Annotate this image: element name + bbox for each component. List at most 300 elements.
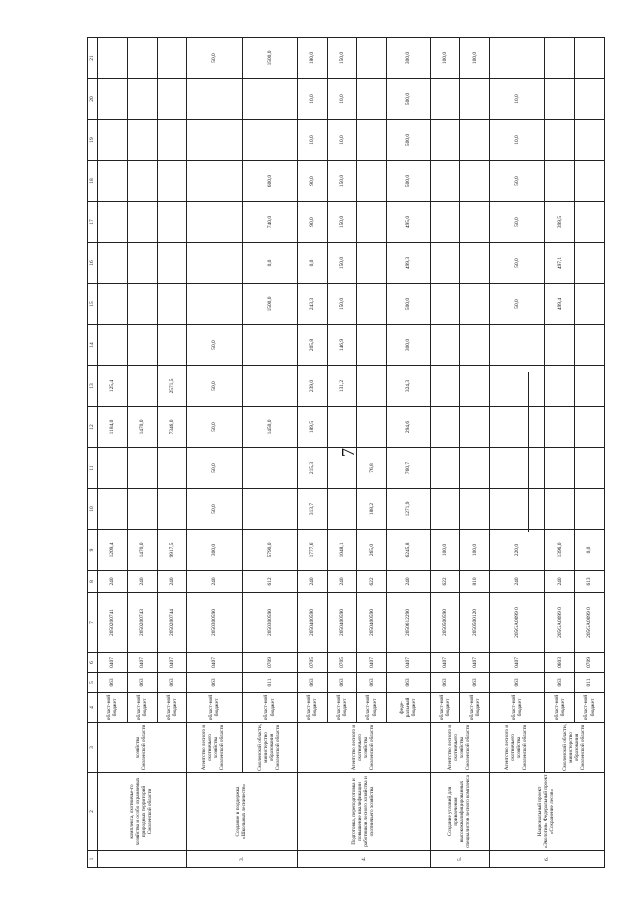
table-cell: 10,0 [297,79,327,120]
table-cell [127,79,157,120]
table-cell: 9917,5 [157,530,187,571]
table-cell: 399,5 [545,202,575,243]
table-cell: област-ной бюджет [545,693,575,723]
table-cell: Смоленской области, министерство образования Смоленской области [242,723,297,773]
table-cell: 2050200744 [157,593,187,653]
table-cell [460,161,490,202]
header-cell: 10 [88,489,98,530]
table-cell: 0407 [387,653,431,673]
table-cell: област-ной бюджет [327,693,357,723]
table-cell: 612 [242,571,297,593]
table-cell: 6. [490,851,605,868]
table-cell [545,489,575,530]
table-cell [157,161,187,202]
header-cell: 14 [88,325,98,366]
header-row [88,38,98,868]
table-cell: 011 [242,673,297,693]
table-cell [460,120,490,161]
table-cell [490,366,545,407]
table-cell [98,38,128,79]
rotated-table-wrapper [87,48,605,868]
table-cell [460,325,490,366]
table-cell: област-ной бюджет [98,693,128,723]
table-cell [460,489,490,530]
table-cell: 50,0 [490,284,545,325]
table-cell: 500,0 [387,161,431,202]
table-cell: 063 [357,673,387,693]
table-cell: 205,8 [297,325,327,366]
header-cell: 5 [88,673,98,693]
table-cell: 50,0 [187,38,242,79]
table-cell: 063 [545,673,575,693]
table-cell [187,120,242,161]
table-cell [575,407,605,448]
table-cell [575,243,605,284]
header-cell: 16 [88,243,98,284]
table-cell: 5790,0 [242,530,297,571]
table-cell [127,325,157,366]
table-cell: 240 [387,571,431,593]
table-cell: 50,0 [187,448,242,489]
table-cell [460,202,490,243]
table-cell: 50,0 [490,243,545,284]
table-cell [575,202,605,243]
table-cell: 205GA0099 0 [575,593,605,653]
table-cell [157,243,187,284]
table-cell: 613 [575,571,605,593]
table-cell [575,161,605,202]
table-cell [490,38,545,79]
table-cell: 150,0 [327,161,357,202]
table-cell: 810 [460,571,490,593]
table-cell: 063 [327,673,357,693]
header-cell: 2 [88,773,98,851]
table-cell [430,120,460,161]
table-cell: 2050400590 [357,593,387,653]
table-cell: 240 [545,571,575,593]
table-cell: 3. [187,851,297,868]
table-cell: 240 [98,571,128,593]
table-cell: 0407 [357,653,387,673]
table-cell [127,120,157,161]
table-cell [430,325,460,366]
table-cell: 063 [297,673,327,693]
table-cell [460,448,490,489]
table-cell: 215,3 [297,448,327,489]
table-cell [490,407,545,448]
header-cell: 6 [88,653,98,673]
table-cell: 0407 [460,653,490,673]
table-cell: 6245,8 [387,530,431,571]
table-cell: Создание и поддержка «Школьных лесничеств» [187,773,297,851]
table-cell: 189,5 [297,407,327,448]
table-cell [430,243,460,284]
table-cell [98,120,128,161]
table-cell [575,79,605,120]
table-cell: област-ной бюджет [430,693,460,723]
table-cell [430,448,460,489]
table-cell [460,79,490,120]
table-row [187,38,242,868]
table-cell: 2050500590 [430,593,460,653]
table-cell [98,284,128,325]
header-cell: 9 [88,530,98,571]
header-cell: 21 [88,38,98,79]
table-cell: 063 [187,673,242,693]
table-cell [357,120,387,161]
table-cell: 324,3 [387,366,431,407]
table-cell [490,489,545,530]
table-cell: 50,0 [187,366,242,407]
table-row [430,38,460,868]
table-cell [327,448,357,489]
table-cell [242,79,297,120]
table-cell: 10,0 [490,79,545,120]
table-cell [357,366,387,407]
table-cell: област-ной бюджет [297,693,327,723]
table-cell: 063 [387,673,431,693]
table-cell: 313,7 [297,489,327,530]
table-cell: феде-ральный бюджет [387,693,431,723]
table-row [490,38,545,868]
table-cell: 50,0 [490,161,545,202]
table-cell: област-ной бюджет [460,693,490,723]
table-cell: област-ной бюджет [357,693,387,723]
table-cell: 180,0 [297,38,327,79]
table-row [545,38,575,868]
table-cell: 240 [297,571,327,593]
table-cell [545,407,575,448]
table-cell [430,161,460,202]
table-cell: 131,2 [327,366,357,407]
table-cell [490,325,545,366]
budget-table [87,37,605,868]
table-cell [490,448,545,489]
table-cell [127,448,157,489]
header-cell: 19 [88,120,98,161]
table-cell: Смоленской области, министерство образования Смоленской области [545,723,605,773]
table-cell [157,120,187,161]
header-cell: 1 [88,851,98,868]
table-cell: 622 [430,571,460,593]
table-cell: 2050200743 [127,593,157,653]
table-cell: 146,9 [327,325,357,366]
table-cell [545,38,575,79]
table-cell: 0705 [297,653,327,673]
table-cell: 0709 [242,653,297,673]
header-cell: 20 [88,79,98,120]
table-cell: 497,1 [545,243,575,284]
table-cell [127,161,157,202]
table-cell: 50,0 [187,489,242,530]
header-cell: 4 [88,693,98,723]
table-cell: 2050400590 [297,593,327,653]
table-cell [357,38,387,79]
table-cell [242,120,297,161]
table-cell [430,407,460,448]
table-cell: 300,0 [187,530,242,571]
table-cell: 2050500120 [460,593,490,653]
table-cell: 240 [187,571,242,593]
table-cell [357,325,387,366]
table-cell: 100,0 [460,38,490,79]
table-cell [127,243,157,284]
table-cell: 500,0 [387,79,431,120]
table-cell: област-ной бюджет [242,693,297,723]
table-cell: Создание условий для привлечения высококвалифицированных специалистов лесного комплекса [430,773,490,851]
table-cell [575,38,605,79]
table-cell: 240 [490,571,545,593]
table-cell: 1470,0 [127,407,157,448]
table-cell: 500,0 [387,120,431,161]
table-cell [430,79,460,120]
table-cell: 150,0 [327,284,357,325]
table-cell [242,489,297,530]
table-cell [98,448,128,489]
table-cell: Подготовка, переподготовка и повышение квалификации работников лесного хозяйства и охотничьего хозяйства [297,773,430,851]
table-cell [242,366,297,407]
table-cell: област-ной бюджет [187,693,242,723]
table-cell: 740,0 [242,202,297,243]
table-cell: 188,2 [357,489,387,530]
table-cell: 239,0 [297,366,327,407]
table-cell: 2050300590 [187,593,242,653]
table-cell: 100,0 [430,530,460,571]
table-cell: 2050200741 [98,593,128,653]
table-cell: 294,6 [387,407,431,448]
table-cell [157,325,187,366]
table-cell: 0407 [127,653,157,673]
table-cell: 265,0 [357,530,387,571]
table-cell: 0,0 [297,243,327,284]
table-cell: Агентство лесного и охотничьего хозяйства Смоленской области [430,723,490,773]
table-cell: 100,0 [430,38,460,79]
table-cell: област-ной бюджет [490,693,545,723]
table-cell [575,325,605,366]
table-cell [98,202,128,243]
table-cell [98,489,128,530]
table-cell [575,489,605,530]
table-row [297,38,327,868]
header-cell: 7 [88,593,98,653]
table-cell [460,284,490,325]
table-row [98,38,128,868]
table-cell: 76,8 [357,448,387,489]
table-cell [98,79,128,120]
table-cell [430,202,460,243]
table-cell [545,448,575,489]
header-cell: 15 [88,284,98,325]
header-cell: 17 [88,202,98,243]
table-cell: 1184,0 [98,407,128,448]
table-cell [575,120,605,161]
table-cell [545,120,575,161]
table-cell [545,366,575,407]
table-cell: 205GA0099 0 [545,593,575,653]
table-cell [430,284,460,325]
table-cell [575,448,605,489]
table-cell: 10,0 [490,120,545,161]
table-cell [127,284,157,325]
table-cell: 0407 [98,653,128,673]
table-cell: 1500,0 [242,284,297,325]
table-cell: 150,0 [327,38,357,79]
table-row [242,38,297,868]
table-cell [127,38,157,79]
table-cell: Агентство лесного и охотничьего хозяйства Смоленской области [297,723,430,773]
table-cell: 0603 [545,653,575,673]
table-cell: 1777,6 [297,530,327,571]
table-cell: 2571,5 [157,366,187,407]
table-cell [357,161,387,202]
table-cell: Агентство лесного и охотничьего хозяйства Смоленской области [187,723,242,773]
header-cell: 12 [88,407,98,448]
table-cell [187,284,242,325]
table-cell [357,79,387,120]
table-cell: 0,0 [242,243,297,284]
table-cell: 495,0 [387,202,431,243]
header-cell: 13 [88,366,98,407]
table-cell: 125,4 [98,366,128,407]
table-cell: 90,0 [297,161,327,202]
table-cell: област-ной бюджет [575,693,605,723]
table-cell: 1209,4 [98,530,128,571]
table-cell: 0407 [490,653,545,673]
table-cell: 300,0 [387,38,431,79]
table-cell [157,448,187,489]
table-cell [98,325,128,366]
table-cell [127,366,157,407]
table-cell: 240 [327,571,357,593]
table-cell [575,366,605,407]
table-cell: 4. [297,851,430,868]
table-cell: 011 [575,673,605,693]
table-cell: 243,3 [297,284,327,325]
table-cell [242,448,297,489]
table-cell: Национальный проект «Экология» Федеральный проект «Сохранение лесов» [490,773,605,851]
table-cell [157,38,187,79]
table-cell: 220,0 [490,530,545,571]
table-cell [430,366,460,407]
table-cell: 50,0 [490,202,545,243]
table-cell: област-ной бюджет [157,693,187,723]
table-cell: 2050300590 [242,593,297,653]
table-cell: 600,0 [242,161,297,202]
table-cell: 1450,0 [242,407,297,448]
table-cell [98,243,128,284]
page-number: 7 [337,447,358,457]
table-cell [460,366,490,407]
table-cell: 063 [430,673,460,693]
table-cell [327,407,357,448]
header-cell: 18 [88,161,98,202]
table-cell [357,407,387,448]
table-cell: 90,0 [297,202,327,243]
table-cell: 300,0 [387,325,431,366]
table-cell: 50,0 [187,325,242,366]
table-cell: 10,0 [297,120,327,161]
table-cell [157,489,187,530]
table-cell: 760,7 [387,448,431,489]
table-cell [242,325,297,366]
table-cell: 063 [127,673,157,693]
table-cell [545,79,575,120]
table-cell: 240 [157,571,187,593]
table-body [98,38,605,868]
table-cell: комплекса, охотничье-го хозяйства и особо охраняемых природных территорий Смоленской области [98,773,187,851]
table-cell [545,325,575,366]
table-cell: 205GA0099 0 [490,593,545,653]
table-cell [460,243,490,284]
table-cell [187,243,242,284]
table-cell: 10,0 [327,120,357,161]
table-cell: 240 [127,571,157,593]
table-cell: 0407 [187,653,242,673]
table-cell: 100,0 [460,530,490,571]
table-cell [460,407,490,448]
table-cell: 10,0 [327,79,357,120]
table-cell [187,79,242,120]
table-cell: 1396,0 [545,530,575,571]
table-cell: 1470,0 [127,530,157,571]
table-cell [127,202,157,243]
table-cell [357,202,387,243]
table-cell: 500,0 [387,284,431,325]
table-cell: 1271,9 [387,489,431,530]
table-cell: 7346,0 [157,407,187,448]
table-cell [98,851,187,868]
table-cell: 150,0 [327,243,357,284]
table-cell [357,243,387,284]
table-cell [127,489,157,530]
header-cell: 3 [88,723,98,773]
table-cell [187,161,242,202]
table-cell: 063 [98,673,128,693]
table-cell [430,489,460,530]
table-cell: 0,0 [575,530,605,571]
table-cell [157,202,187,243]
table-cell: 0709 [575,653,605,673]
table-cell [157,284,187,325]
table-cell [545,161,575,202]
table-cell: 5. [430,851,490,868]
header-cell: 8 [88,571,98,593]
table-cell: 150,0 [327,202,357,243]
table-cell: 1500,0 [242,38,297,79]
table-cell: област-ной бюджет [127,693,157,723]
table-cell [157,79,187,120]
table-cell [575,284,605,325]
table-cell: 499,3 [387,243,431,284]
table-cell: 499,4 [545,284,575,325]
table-cell: 0705 [327,653,357,673]
table-cell: 1048,1 [327,530,357,571]
table-cell: 063 [460,673,490,693]
header-cell: 11 [88,448,98,489]
table-cell [327,489,357,530]
table-cell [98,161,128,202]
table-cell [187,202,242,243]
table-cell: 50,0 [187,407,242,448]
table-cell: Агентство лесного и охотничьего хозяйства Смоленской области [490,723,545,773]
table-cell: 0407 [157,653,187,673]
table-cell [357,284,387,325]
table-cell: 063 [490,673,545,693]
table-cell: 622 [357,571,387,593]
table-cell: 2050612290 [387,593,431,653]
table-cell: 2050400590 [327,593,357,653]
table-cell: хозяйства Смоленской области [98,723,187,773]
